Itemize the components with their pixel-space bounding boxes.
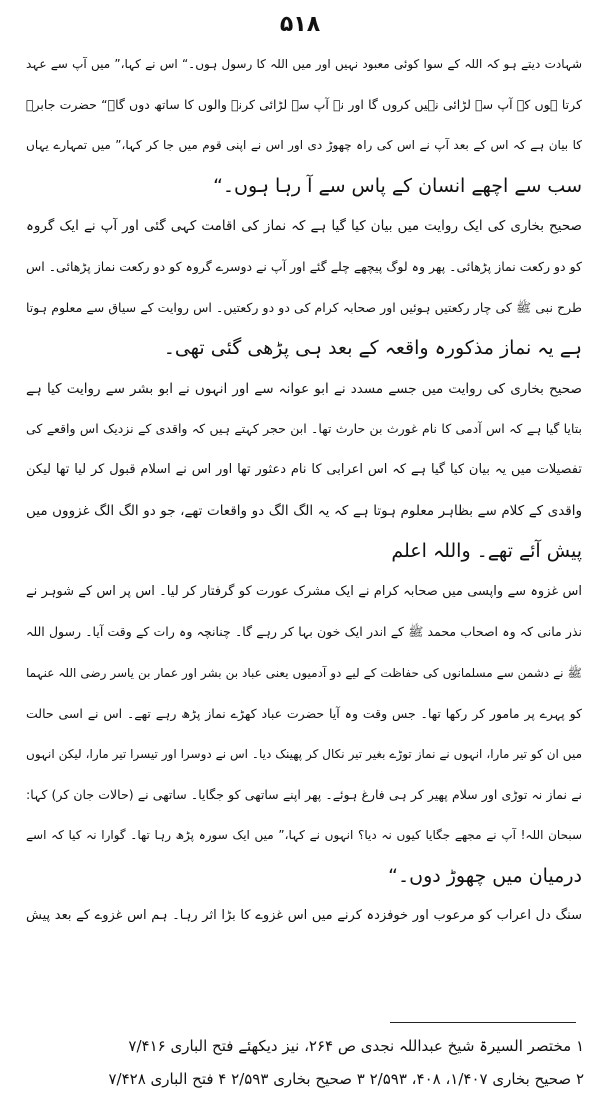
footnote: ۲ صحیح بخاری ۱/۴۰۷، ۴۰۸، ۲/۵۹۳ ۳ صحیح بخاری ۲/۵۹۳ ۴ فتح الباری ۷/۴۲۸ [108,1070,584,1088]
text-line: واقدی کے کلام سے بظاہر معلوم ہوتا ہے کہ یہ الگ الگ دو واقعات تھے، جو دو الگ الگ غزووں میں [26,502,582,519]
text-line: کا بیان ہے کہ اس کے بعد آپ نے اس کی راہ چھوڑ دی اور اس نے اپنی قوم میں جا کر کہا،” میں تمہارے یہاں [26,138,582,153]
text-line: طرح نبی ﷺ کی چار رکعتیں ہوئیں اور صحابہ کرام کی دو دو رکعتیں۔ اس روایت کے سیاق سے معلوم ہوتا [26,299,582,315]
footnote-divider [390,1022,576,1023]
text-line: کرتا ہوں کہ آپ سے لڑائی نہیں کروں گا اور نہ آپ سے لڑائی کرنے والوں کا ساتھ دوں گا۔“ حضرت جابرؓ [26,96,582,112]
text-line: پیش آئے تھے۔ واللہ اعلم [391,540,582,563]
text-line: صحیح بخاری کی ایک روایت میں بیان کیا گیا ہے کہ نماز کی اقامت کہی گئی اور آپ نے ایک گروہ [26,218,582,235]
text-line: کو دو رکعت نماز پڑھائی۔ پھر وہ لوگ پیچھے چلے گئے اور آپ نے دوسرے گروہ کو دو رکعت نماز پڑھائی۔ اس [26,258,582,274]
text-line: سنگ دل اعراب کو مرعوب اور خوفزدہ کرنے میں اس غزوے کا بڑا اثر رہا۔ ہم اس غزوے کے بعد پیش [26,908,582,924]
text-line: سبحان اللہ! آپ نے مجھے جگایا کیوں نہ دیا؟ انہوں نے کہا،” میں ایک سورہ پڑھ رہا تھا۔ گوارا نہ کیا کہ اسے [26,828,582,843]
footnotes [16,1030,584,1096]
text-line: ﷺ نے دشمن سے مسلمانوں کی حفاظت کے لیے دو آدمیوں یعنی عباد بن بشر اور عمار بن یاسر رضی اللہ عنہما [26,665,582,680]
footnote: ۱ مختصر السیرۃ شیخ عبداللہ نجدی ص ۲۶۴، نیز دیکھئے فتح الباری ۷/۴۱۶ [128,1037,584,1055]
text-line: سب سے اچھے انسان کے پاس سے آ رہا ہوں۔“ [213,174,582,197]
page-number: ۵۱۸ [279,12,321,37]
text-line: بتایا گیا ہے کہ اس آدمی کا نام غورث بن حارث تھا۔ ابن حجر کہتے ہیں کہ واقدی کے نزدیک اس واقعے کی [26,421,582,437]
text-line: تفصیلات میں یہ بیان کیا گیا ہے کہ اس اعرابی کا نام دعثور تھا اور اس نے اسلام قبول کر لیا تھا لیکن [26,461,582,477]
text-line: درمیان میں چھوڑ دوں۔“ [388,864,582,887]
text-line: میں ان کو تیر مارا، انہوں نے نماز توڑے بغیر تیر نکال کر پھینک دیا۔ اس نے دوسرا اور تیسرا تیر مارا، لیکن انہوں [26,747,582,762]
text-line: اس غزوہ سے واپسی میں صحابہ کرام نے ایک مشرک عورت کو گرفتار کر لیا۔ اس پر اس کے شوہر نے [26,583,582,599]
text-line: نے نماز نہ توڑی اور سلام پھیر کر ہی فارغ ہوئے۔ پھر اپنے ساتھی کو جگایا۔ ساتھی نے (حالات جان کر) کہا: [26,786,582,802]
text-line: ہے یہ نماز مذکورہ واقعہ کے بعد ہی پڑھی گئی تھی۔ [163,337,582,360]
text-line: نذر مانی کہ وہ اصحاب محمد ﷺ کے اندر ایک خون بہا کر رہے گا۔ چنانچہ وہ رات کے وقت آیا۔ رسول اللہ [26,624,582,640]
text-line: کو پہرے پر مامور کر رکھا تھا۔ جس وقت وہ آیا حضرت عباد کھڑے نماز پڑھ رہے تھے۔ اس نے اسی حالت [26,705,582,721]
text-line: شہادت دیتے ہو کہ اللہ کے سوا کوئی معبود نہیں اور میں اللہ کا رسول ہوں۔“ اس نے کہا،” میں آپ سے عہد [26,57,582,71]
body-text [26,44,582,937]
text-line: صحیح بخاری کی روایت میں جسے مسدد نے ابو عوانہ سے اور انہوں نے ابو بشر سے روایت کیا ہے [26,380,582,397]
